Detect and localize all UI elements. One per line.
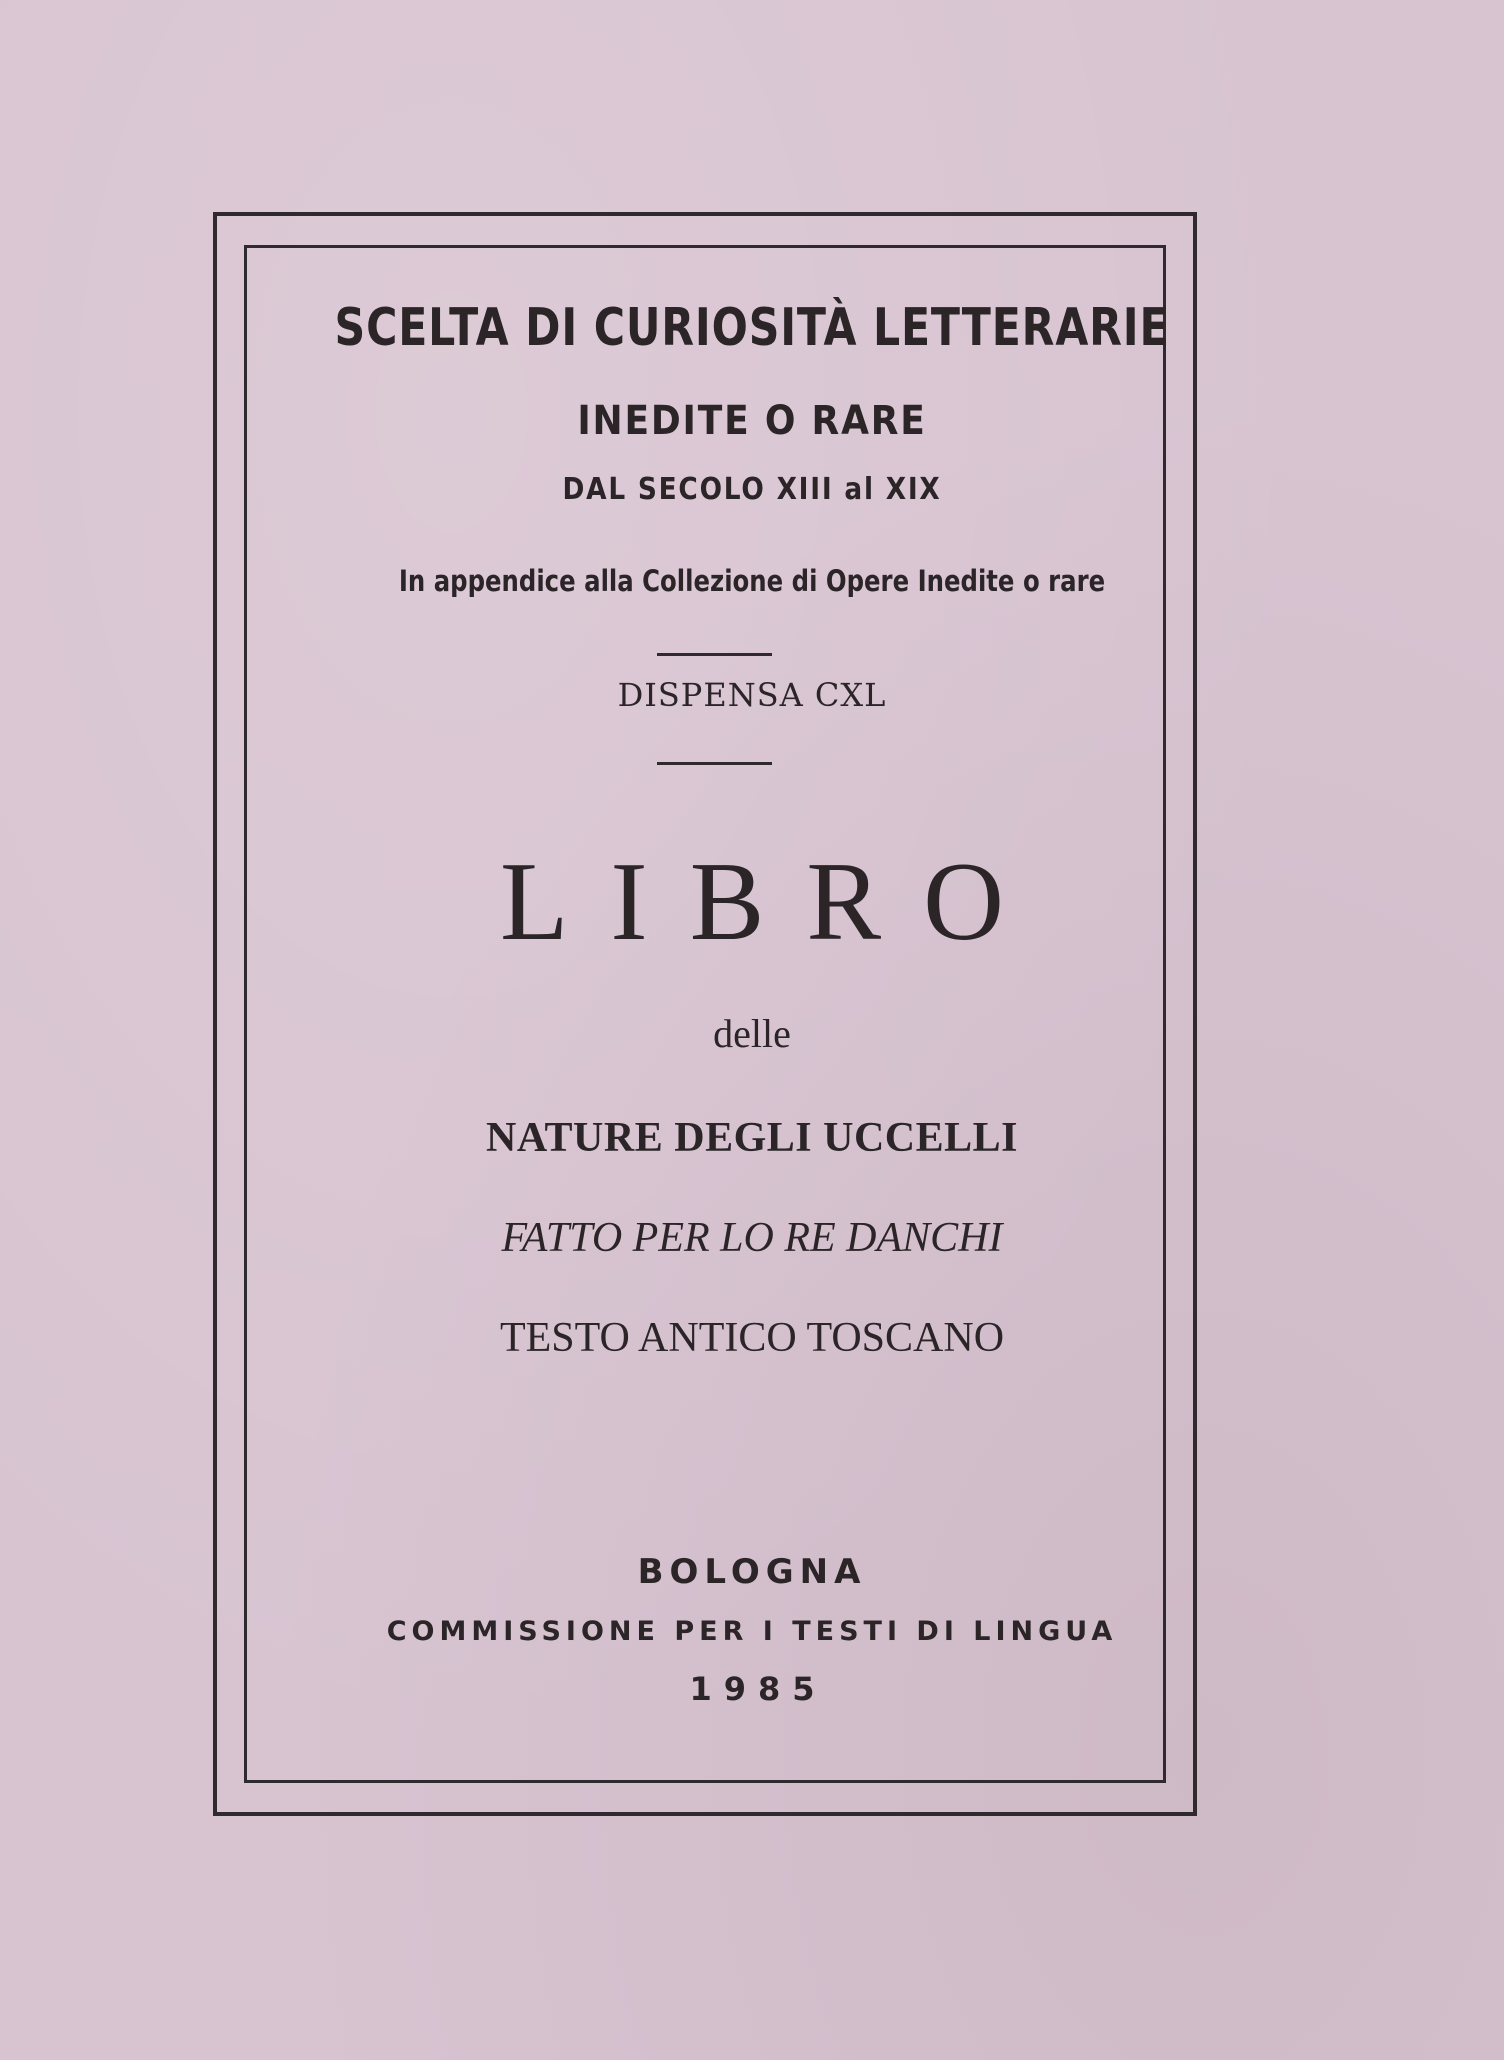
- series-title: SCELTA DI CURIOSITÀ LETTERARIE: [334, 298, 1170, 358]
- publication-year: 1985: [689, 1670, 827, 1708]
- publication-city: BOLOGNA: [637, 1552, 867, 1592]
- book-subtitle: NATURE DEGLI UCCELLI: [486, 1115, 1018, 1161]
- series-note: In appendice alla Collezione di Opere Inedite o rare: [398, 564, 1106, 598]
- subtitle-italic-line: FATTO PER LO RE DANCHI: [501, 1215, 1003, 1261]
- subtitle-plain-line: TESTO ANTICO TOSCANO: [499, 1315, 1005, 1361]
- title-connector: delle: [713, 1011, 791, 1056]
- dispensa-number: DISPENSA CXL: [617, 676, 887, 714]
- main-title: LIBRO: [500, 840, 1046, 964]
- divider-bottom: [657, 762, 772, 765]
- series-subtitle: INEDITE O RARE: [577, 398, 927, 444]
- divider-top: [657, 653, 772, 656]
- series-period: DAL SECOLO XIII al XIX: [562, 472, 942, 507]
- publisher-name: COMMISSIONE PER I TESTI DI LINGUA: [386, 1616, 1118, 1647]
